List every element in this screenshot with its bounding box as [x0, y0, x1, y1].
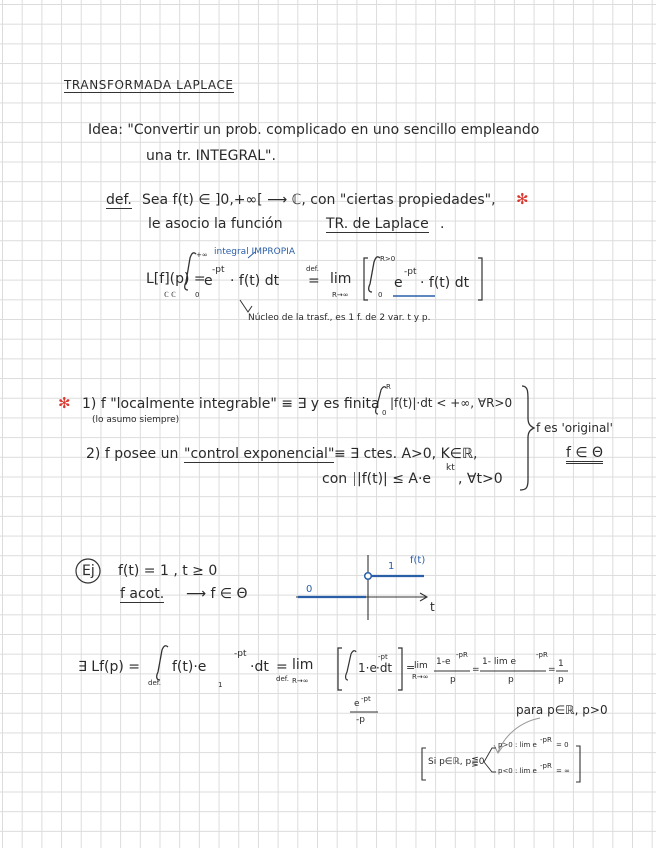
asterisk-marker-1: ✻ [516, 190, 529, 208]
calc-inner: 1·e [358, 661, 377, 675]
calc-eq: = [276, 659, 288, 675]
integral-sign-2 [369, 257, 380, 292]
box-top-exp: -pR [540, 736, 552, 744]
formula-inner: e [394, 275, 403, 291]
calc-f2-num-exp: -pR [536, 651, 548, 659]
bracket-left [364, 258, 368, 300]
calc-lim2: lim [414, 661, 428, 671]
prop-1-note: (lo asumo siempre) [92, 415, 180, 425]
calc-inner2: ·dt [376, 661, 393, 675]
prop-1: 1) f "localmente integrable" ≡ ∃ y es finita [82, 396, 380, 412]
prop-1-int-upper: R [386, 383, 391, 391]
calc-def1: def. [148, 679, 161, 687]
note-kernel: Núcleo de la trasf., es 1 f. de 2 var. t y p. [248, 313, 431, 323]
formula-lim-sub: R→∞ [332, 291, 349, 299]
calc-frac-num: e [354, 699, 360, 709]
calc-one-under: 1 [218, 681, 223, 689]
idea-line-2: una tr. INTEGRAL". [146, 148, 276, 164]
int2-lower: 0 [378, 291, 383, 299]
box-bottom-end: = ∞ [556, 767, 570, 775]
formula-lhs-sub: ℂ ℂ [164, 291, 177, 299]
def-line-2a: le asocio la función [148, 216, 283, 232]
formula-mid-exp: -pt [212, 265, 225, 275]
calc-eq4: = [548, 665, 556, 675]
calc-c: ·dt [250, 659, 269, 675]
int-upper: +∞ [196, 251, 208, 259]
calc-lim: lim [292, 657, 314, 673]
kernel-arrow [240, 300, 252, 312]
bracket-right [478, 258, 482, 300]
calc-frac-den: -p [356, 715, 365, 725]
calc-inner-exp: -pt [378, 653, 388, 661]
prop-2c: ≡ ∃ ctes. A>0, K∈ℝ, [334, 446, 478, 462]
box-bracket-left [422, 748, 426, 780]
def-line-2c: . [440, 216, 445, 232]
prop-2-line2b: |f(t)| ≤ A·e [354, 472, 431, 486]
prop-1-int-lower: 0 [382, 409, 387, 417]
calc-eq3: = [472, 665, 480, 675]
box-bottom-exp: -pR [540, 762, 552, 770]
box-bracket-right [576, 746, 580, 782]
calc-f1-den: p [450, 675, 456, 685]
ej-line-1: f(t) = 1 , t ≥ 0 [118, 563, 218, 579]
def-label: def. [106, 192, 132, 208]
formula-eq: = [308, 273, 320, 289]
formula-def: def. [306, 265, 319, 273]
prop-2-line2a: con [322, 471, 348, 487]
int2-upper: R>0 [380, 255, 396, 263]
box-top: p>0 : lim e [498, 741, 537, 749]
ej-line-2a: f acot. [120, 586, 165, 602]
formula-lim: lim [330, 271, 352, 287]
original-set: f ∈ Θ [566, 446, 603, 464]
ej-line-2b: ⟶ f ∈ Θ [186, 586, 248, 602]
prop-2-line2c: , ∀t>0 [458, 471, 503, 487]
calc-lim-sub: R→∞ [292, 677, 309, 685]
calc-f1-num: 1-e [436, 657, 451, 667]
graph-point [365, 573, 372, 580]
calc-b-exp: -pt [234, 649, 247, 659]
abs-box [350, 470, 354, 471]
calc-f1-num-exp: -pR [456, 651, 468, 659]
props-brace [520, 386, 534, 490]
graph-zero: 0 [306, 584, 313, 595]
calc-eq2: = [406, 661, 416, 674]
prop-1-int: |f(t)|·dt < +∞, ∀R>0 [390, 396, 513, 410]
graph-axis-label: t [430, 600, 435, 614]
calc-bracket-left [338, 648, 342, 690]
calc-lim2-sub: R→∞ [412, 673, 429, 681]
int-lower: 0 [195, 291, 200, 299]
formula-inner2: · f(t) dt [420, 275, 470, 291]
note-improper: integral IMPROPIA [214, 247, 295, 257]
calc-f3-den: p [558, 675, 564, 685]
formula-inner-exp: -pt [404, 267, 417, 277]
box-left: Si p∈ℝ, p⪋0 [428, 757, 485, 767]
formula-mid: e [204, 273, 213, 289]
formula-lhs: L[f](p) = [146, 271, 206, 287]
integral-sign-4 [157, 646, 168, 680]
calc-f2-den: p [508, 675, 514, 685]
def-line-1: Sea f(t) ∈ ]0,+∞[ ⟶ ℂ, con "ciertas propiedades", [142, 192, 496, 208]
calc-a: ∃ Lf(p) = [78, 659, 141, 675]
prop-2b: "control exponencial" [184, 446, 335, 462]
prop-2a: 2) f posee un [86, 446, 179, 462]
calc-b: f(t)·e [172, 659, 207, 675]
condition-text: para p∈ℝ, p>0 [516, 703, 608, 717]
graph-label: f(t) [410, 555, 426, 566]
box-top-end: = 0 [556, 741, 569, 749]
graph-one: 1 [388, 561, 395, 572]
calc-def2: def. [276, 675, 289, 683]
original-label: f es 'original' [536, 421, 613, 435]
page-title: TRANSFORMADA LAPLACE [64, 78, 234, 92]
prop-2-line2-exp: kt [446, 463, 455, 473]
box-split [484, 748, 496, 772]
idea-line-1: Idea: "Convertir un prob. complicado en uno sencillo empleando [88, 122, 540, 138]
asterisk-marker-2: ✻ [58, 394, 71, 412]
formula-mid2: · f(t) dt [230, 273, 280, 289]
calc-f2-num: 1- lim e [482, 657, 517, 667]
integral-sign-5 [346, 651, 356, 680]
calc-bracket-right [398, 648, 402, 690]
calc-frac-num-exp: -pt [361, 695, 371, 703]
box-bottom: p<0 : lim e [498, 767, 537, 775]
def-line-2b: TR. de Laplace [326, 216, 429, 232]
ej-label: Ej [82, 563, 95, 579]
calc-f3-num: 1 [558, 659, 564, 669]
